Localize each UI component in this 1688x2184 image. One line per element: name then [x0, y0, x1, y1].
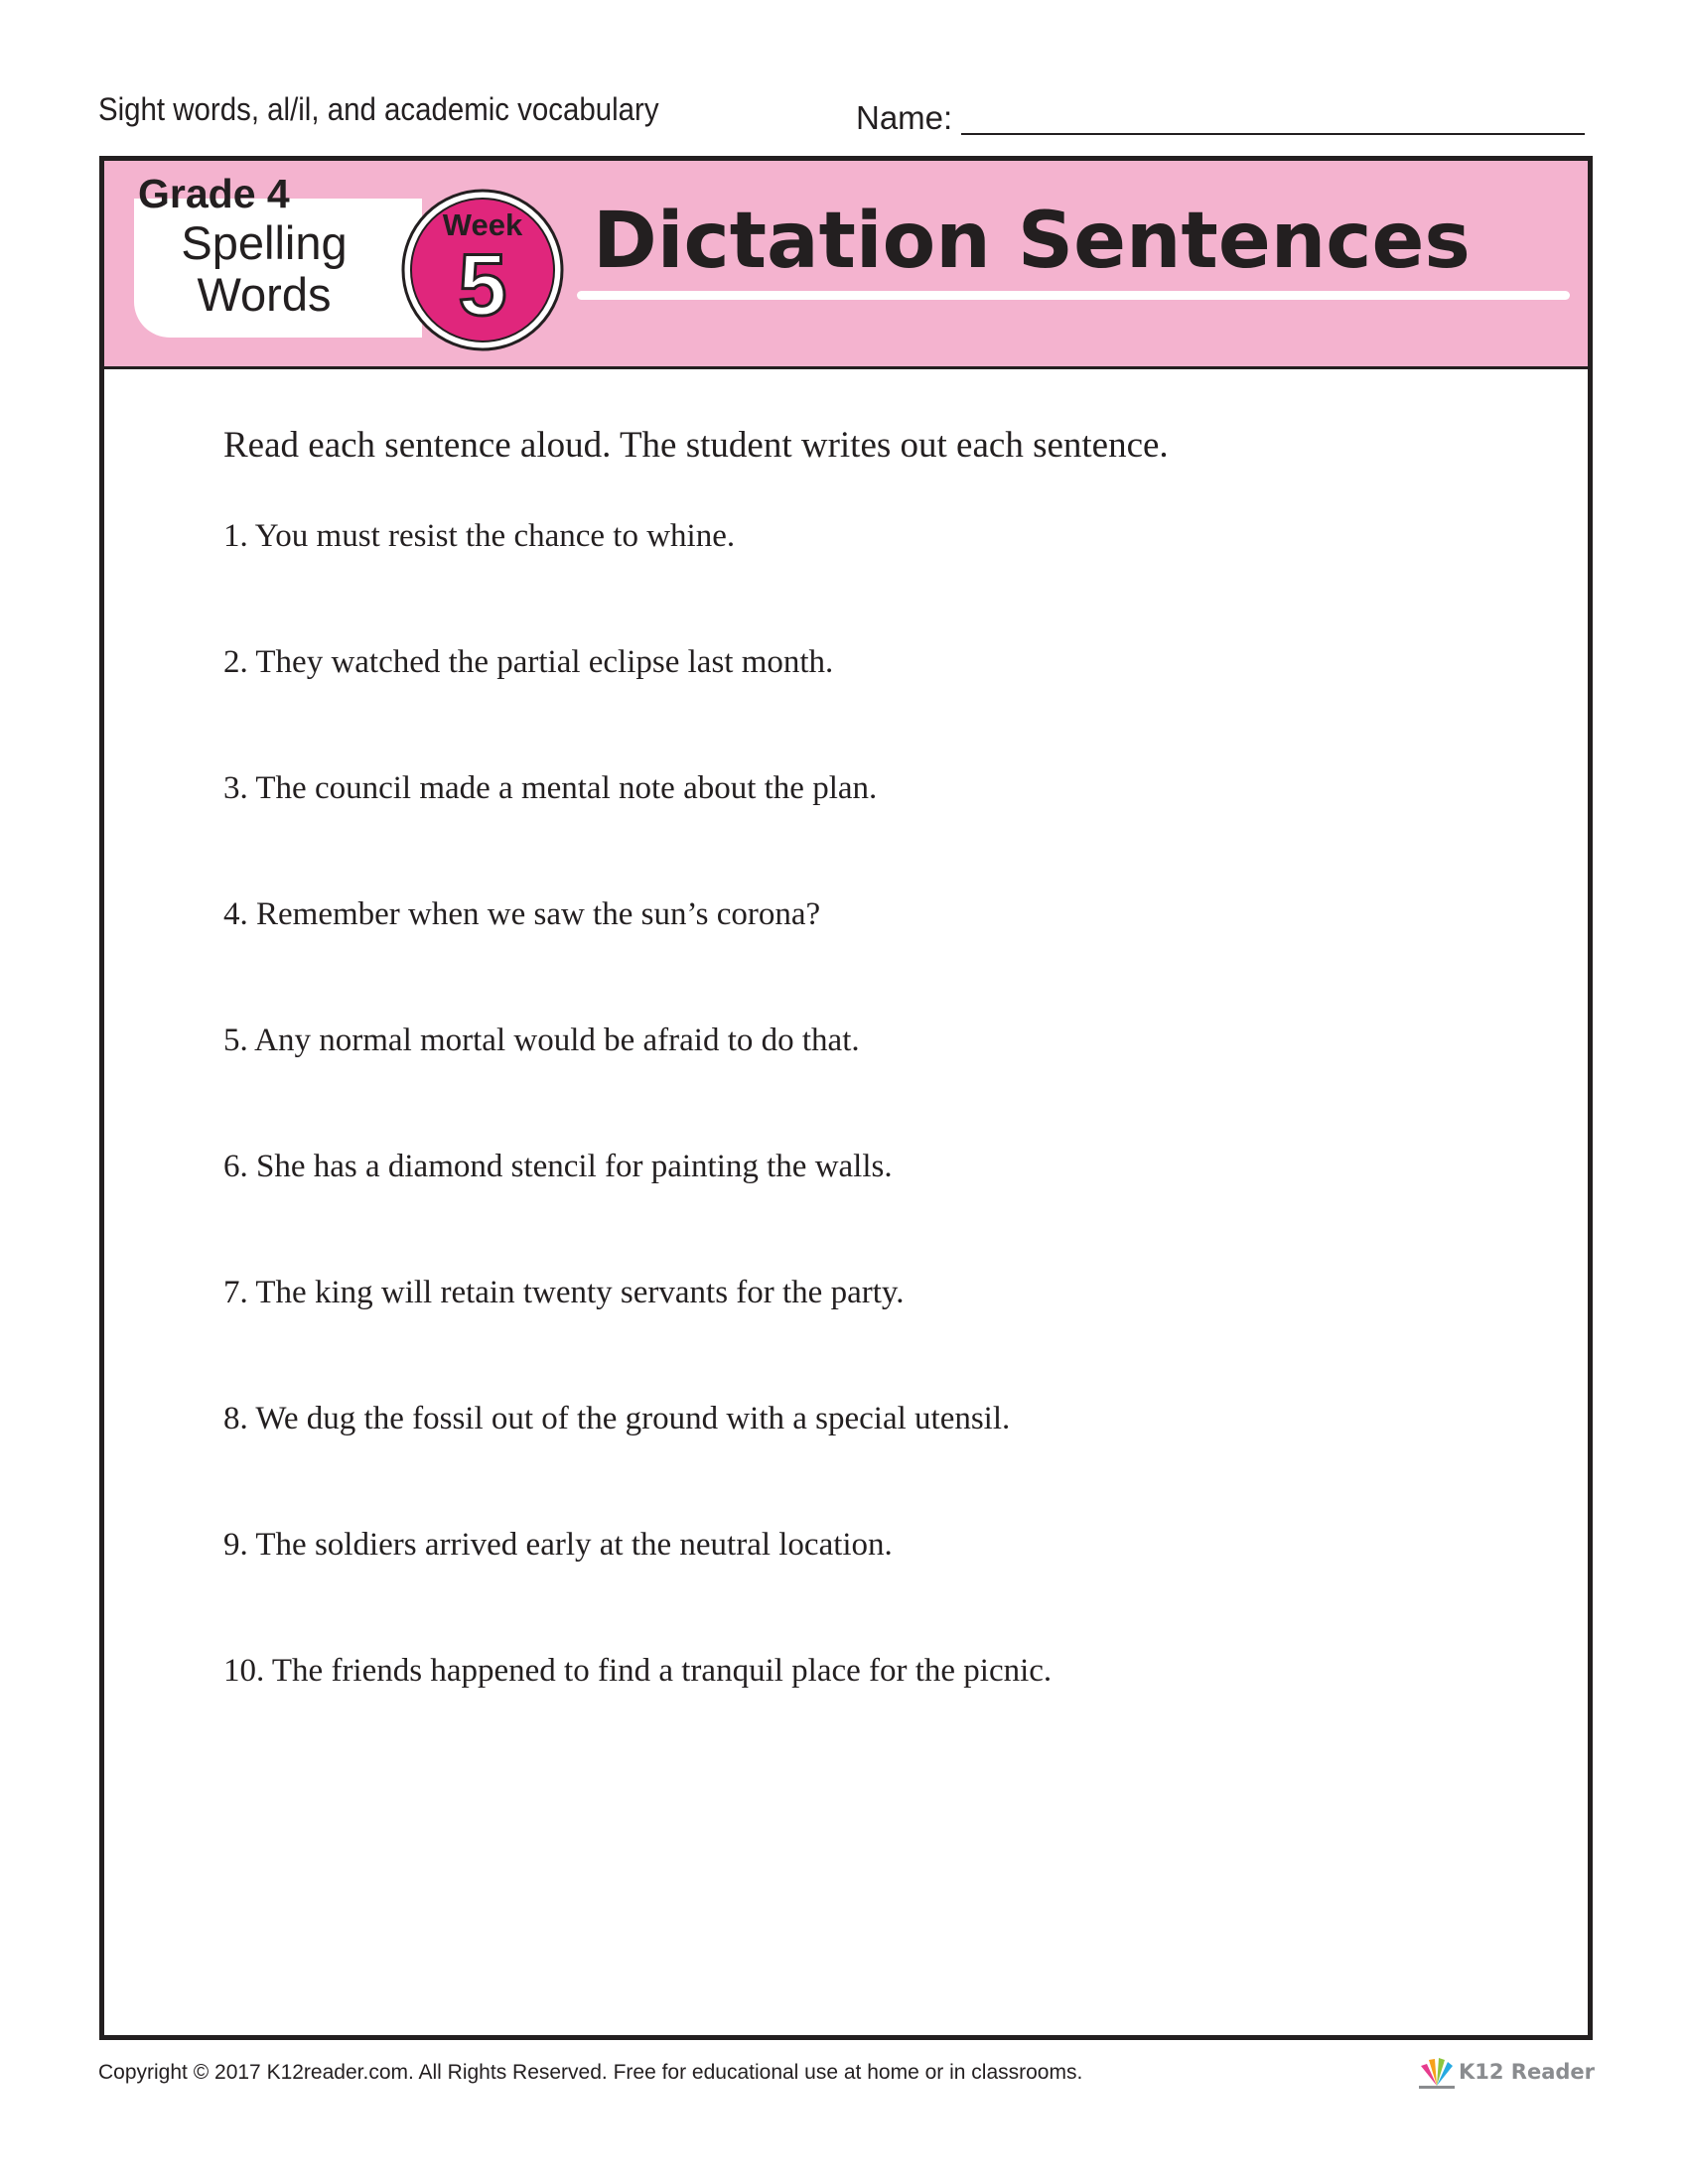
- sentence-item: 6. She has a diamond stencil for painting the walls.: [223, 1149, 893, 1184]
- sentence-item: 10. The friends happened to find a tranquil place for the picnic.: [223, 1653, 1053, 1689]
- page-title: Dictation Sentences: [593, 197, 1471, 286]
- week-number: 5: [458, 235, 507, 334]
- title-underline: [577, 291, 1570, 300]
- logo-text: K12 Reader: [1459, 2060, 1596, 2084]
- sentence-item: 4. Remember when we saw the sun’s corona?: [223, 896, 821, 932]
- sentence-item: 1. You must resist the chance to whine.: [223, 518, 736, 554]
- sentence-item: 7. The king will retain twenty servants for the party.: [223, 1275, 905, 1310]
- name-label: Name:: [856, 99, 953, 136]
- worksheet-topic: Sight words, al/il, and academic vocabulary: [98, 91, 659, 127]
- sentence-item: 9. The soldiers arrived early at the neutral location.: [223, 1527, 893, 1563]
- series-name-line2: Words: [197, 268, 332, 321]
- grade-label: Grade 4: [138, 171, 290, 216]
- week-badge: [398, 186, 567, 354]
- copyright-notice: Copyright © 2017 K12reader.com. All Rights Reserved. Free for educational use at home or in classrooms.: [98, 2061, 1083, 2084]
- sentence-item: 8. We dug the fossil out of the ground with a special utensil.: [223, 1401, 1011, 1436]
- worksheet-frame: [99, 156, 1593, 2040]
- series-name: [150, 217, 378, 321]
- week-label: Week: [442, 207, 523, 242]
- instructions: Read each sentence aloud. The student writes out each sentence.: [223, 425, 1169, 466]
- sentence-item: 2. They watched the partial eclipse last month.: [223, 644, 834, 680]
- sentence-list: [223, 516, 1052, 1777]
- k12reader-logo[interactable]: [1415, 2056, 1596, 2092]
- sentence-item: 3. The council made a mental note about the plan.: [223, 770, 878, 806]
- header-banner: [104, 161, 1588, 369]
- sentence-item: 5. Any normal mortal would be afraid to do that.: [223, 1023, 860, 1058]
- name-field-line[interactable]: [961, 133, 1585, 135]
- series-name-line1: Spelling: [181, 216, 348, 269]
- book-fan-icon: [1415, 2056, 1459, 2090]
